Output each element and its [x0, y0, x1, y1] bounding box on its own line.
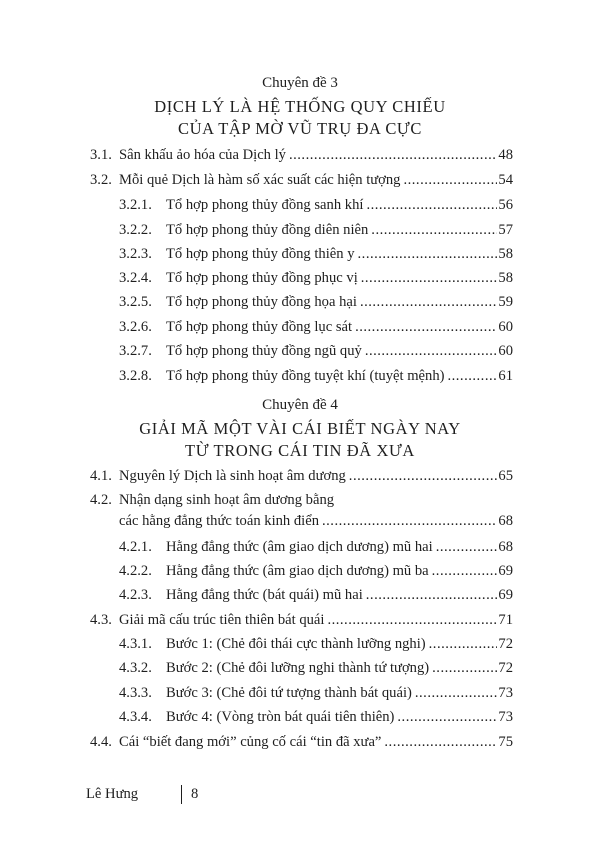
dot-leader — [447, 368, 497, 385]
toc-entry-4-2-1[interactable] — [0, 539, 600, 559]
toc-entry-3-1[interactable] — [0, 147, 600, 167]
entry-number: 4.2.1. — [119, 539, 152, 555]
entry-page: 58 — [498, 246, 513, 262]
entry-page: 68 — [498, 513, 513, 529]
entry-title: Bước 3: (Chẻ đôi tứ tượng thành bát quái) — [166, 685, 412, 701]
entry-page: 57 — [498, 222, 513, 238]
entry-title: Bước 1: (Chẻ đôi thái cực thành lưỡng nghi) — [166, 636, 426, 652]
toc-entry-3-2-2[interactable] — [0, 222, 600, 242]
toc-entry-3-2-4[interactable] — [0, 270, 600, 290]
entry-number: 4.2. — [90, 492, 112, 508]
entry-number: 3.1. — [90, 147, 112, 163]
toc-entry-4-4[interactable] — [0, 734, 600, 754]
dot-leader — [355, 319, 497, 336]
entry-title: Nguyên lý Dịch là sinh hoạt âm dương — [119, 468, 346, 484]
entry-title-continued: các hằng đẳng thức toán kinh điển — [119, 513, 319, 529]
toc-entry-3-2[interactable] — [0, 172, 600, 192]
entry-page: 73 — [498, 685, 513, 701]
dot-leader — [349, 468, 498, 485]
entry-number: 4.3.4. — [119, 709, 152, 725]
chapter-3-title-line-2: CỦA TẬP MỜ VŨ TRỤ ĐA CỰC — [178, 119, 422, 138]
dot-leader — [366, 587, 498, 604]
entry-number: 3.2.1. — [119, 197, 152, 213]
entry-title: Tổ hợp phong thủy đồng thiên y — [166, 246, 355, 262]
entry-page: 58 — [498, 270, 513, 286]
chapter-4-label: Chuyên đề 4 — [262, 397, 338, 413]
entry-number: 3.2.2. — [119, 222, 152, 238]
entry-number: 4.3.1. — [119, 636, 152, 652]
dot-leader — [436, 539, 498, 556]
dot-leader — [365, 343, 498, 360]
toc-entry-4-1[interactable] — [0, 468, 600, 488]
dot-leader — [366, 197, 497, 214]
dot-leader — [327, 612, 497, 629]
dot-leader — [371, 222, 497, 239]
entry-title: Mỗi quẻ Dịch là hàm số xác suất các hiện tượng — [119, 172, 401, 188]
entry-title: Tổ hợp phong thủy đồng tuyệt khí (tuyệt mệnh) — [166, 368, 445, 384]
entry-title: Hằng đẳng thức (bát quái) mũ hai — [166, 587, 363, 603]
dot-leader — [322, 513, 497, 530]
entry-number: 3.2.6. — [119, 319, 152, 335]
chapter-3-title-line-1: DỊCH LÝ LÀ HỆ THỐNG QUY CHIẾU — [154, 97, 446, 116]
footer-divider — [181, 785, 182, 804]
dot-leader — [397, 709, 497, 726]
entry-title: Tổ hợp phong thủy đồng phục vị — [166, 270, 358, 286]
entry-page: 59 — [498, 294, 513, 310]
entry-page: 71 — [498, 612, 513, 628]
toc-entry-4-3-3[interactable] — [0, 685, 600, 705]
entry-number: 4.3.2. — [119, 660, 152, 676]
entry-title: Bước 2: (Chẻ đôi lưỡng nghi thành tứ tượng) — [166, 660, 430, 676]
toc-entry-4-2[interactable] — [0, 492, 600, 512]
dot-leader — [384, 734, 497, 751]
toc-entry-4-3-2[interactable] — [0, 660, 600, 680]
entry-number: 3.2.7. — [119, 343, 152, 359]
dot-leader — [360, 294, 497, 311]
toc-entry-3-2-7[interactable] — [0, 343, 600, 363]
footer-page-number: 8 — [191, 786, 199, 802]
entry-number: 4.3.3. — [119, 685, 152, 701]
toc-entry-3-2-5[interactable] — [0, 294, 600, 314]
entry-page: 48 — [498, 147, 513, 163]
footer-author: Lê Hưng — [86, 786, 139, 802]
entry-page: 60 — [498, 319, 513, 335]
entry-number: 4.1. — [90, 468, 112, 484]
entry-page: 69 — [498, 587, 513, 603]
entry-page: 75 — [498, 734, 513, 750]
toc-entry-3-2-3[interactable] — [0, 246, 600, 266]
entry-number: 4.2.3. — [119, 587, 152, 603]
entry-title: Tổ hợp phong thủy đồng lục sát — [166, 319, 353, 335]
entry-page: 68 — [498, 539, 513, 555]
entry-page: 56 — [498, 197, 513, 213]
dot-leader — [415, 685, 498, 702]
dot-leader — [361, 270, 498, 287]
dot-leader — [432, 660, 497, 677]
entry-title: Tổ hợp phong thủy đồng diên niên — [166, 222, 369, 238]
dot-leader — [289, 147, 497, 164]
entry-title: Cái “biết đang mới” củng cố cái “tin đã xưa” — [119, 734, 382, 750]
entry-page: 60 — [498, 343, 513, 359]
toc-entry-4-3-4[interactable] — [0, 709, 600, 729]
entry-page: 65 — [498, 468, 513, 484]
entry-title: Sân khấu ảo hóa của Dịch lý — [119, 147, 286, 163]
entry-number: 3.2. — [90, 172, 112, 188]
entry-title: Tổ hợp phong thủy đồng ngũ quỷ — [166, 343, 362, 359]
dot-leader — [403, 172, 497, 189]
toc-entry-4-3[interactable] — [0, 612, 600, 632]
entry-page: 69 — [498, 563, 513, 579]
entry-number: 3.2.4. — [119, 270, 152, 286]
entry-page: 72 — [498, 636, 513, 652]
entry-number: 3.2.3. — [119, 246, 152, 262]
toc-entry-3-2-6[interactable] — [0, 319, 600, 339]
entry-page: 54 — [498, 172, 513, 188]
entry-title: Nhận dạng sinh hoạt âm dương bằng — [119, 492, 335, 508]
toc-entry-4-3-1[interactable] — [0, 636, 600, 656]
entry-title: Tổ hợp phong thủy đồng họa hại — [166, 294, 357, 310]
entry-number: 3.2.5. — [119, 294, 152, 310]
entry-number: 4.4. — [90, 734, 112, 750]
toc-entry-4-2-3[interactable] — [0, 587, 600, 607]
entry-number: 3.2.8. — [119, 368, 152, 384]
chapter-4-title-line-1: GIẢI MÃ MỘT VÀI CÁI BIẾT NGÀY NAY — [139, 419, 461, 438]
entry-title: Tổ hợp phong thủy đồng sanh khí — [166, 197, 364, 213]
chapter-4-title-line-2: TỪ TRONG CÁI TIN ĐÃ XƯA — [185, 441, 415, 460]
entry-number: 4.3. — [90, 612, 112, 628]
chapter-3-label: Chuyên đề 3 — [262, 75, 338, 91]
toc-entry-4-2-2[interactable] — [0, 563, 600, 583]
entry-title: Giải mã cấu trúc tiên thiên bát quái — [119, 612, 325, 628]
entry-title: Hằng đẳng thức (âm giao dịch dương) mũ ba — [166, 563, 429, 579]
entry-title: Bước 4: (Vòng tròn bát quái tiên thiên) — [166, 709, 395, 725]
dot-leader — [432, 563, 498, 580]
entry-page: 73 — [498, 709, 513, 725]
entry-number: 4.2.2. — [119, 563, 152, 579]
dot-leader — [358, 246, 498, 263]
toc-entry-3-2-8[interactable] — [0, 368, 600, 388]
entry-page: 72 — [498, 660, 513, 676]
dot-leader — [429, 636, 498, 653]
entry-title: Hằng đẳng thức (âm giao dịch dương) mũ hai — [166, 539, 433, 555]
toc-entry-3-2-1[interactable] — [0, 197, 600, 217]
toc-entry-4-2-continued[interactable] — [0, 513, 600, 533]
entry-page: 61 — [498, 368, 513, 384]
